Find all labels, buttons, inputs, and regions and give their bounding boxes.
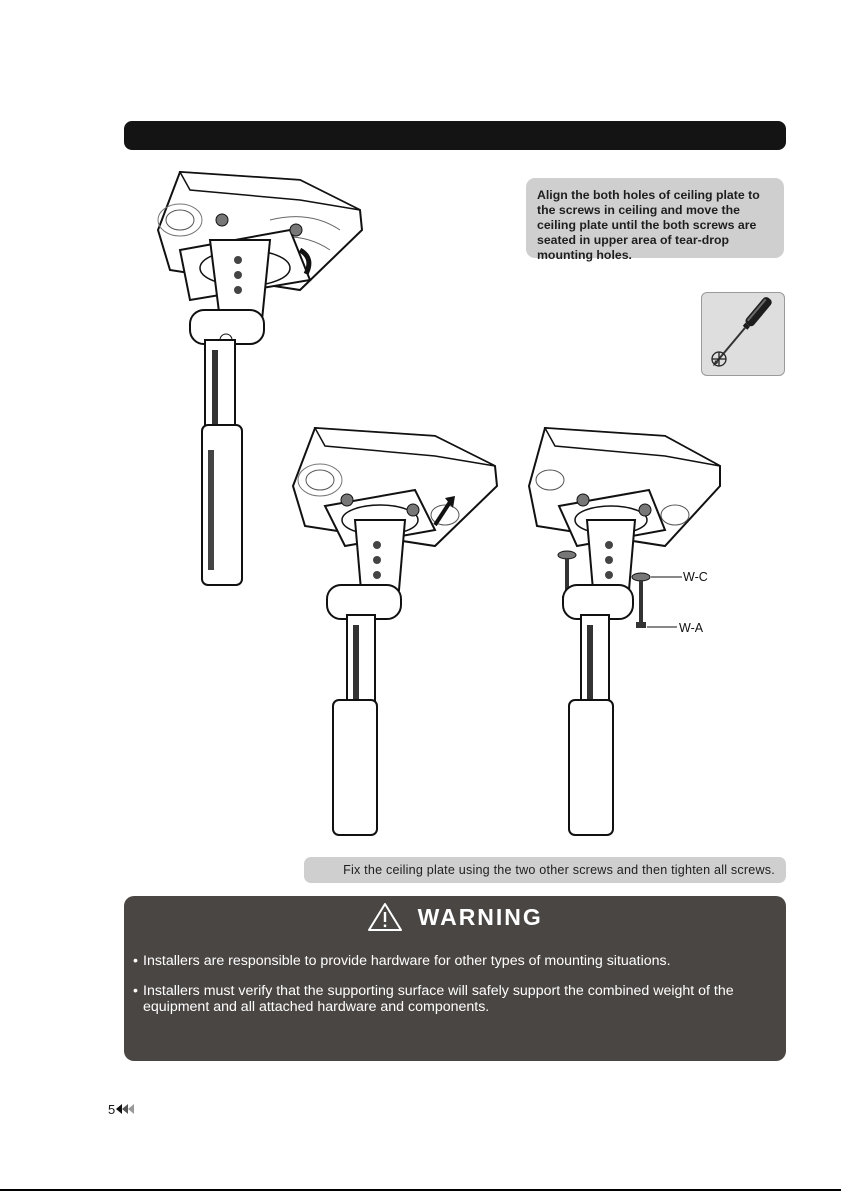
- phillips-screwdriver-icon: [702, 293, 786, 377]
- instruction-align-box: Align the both holes of ceiling plate to the screws in ceiling and move the ceiling plate until the both screws are seated in upper area of tear-drop mounting holes.: [526, 178, 784, 258]
- section-header-bar: [124, 121, 786, 150]
- warning-triangle-icon: [367, 902, 403, 932]
- bullet-marker: •: [133, 983, 138, 999]
- page-number: 5: [108, 1102, 116, 1117]
- ceiling-bracket-illustration-2: [285, 420, 505, 840]
- warning-item-text: Installers are responsible to provide hardware for other types of mounting situations.: [143, 953, 671, 969]
- instruction-fix-box: Fix the ceiling plate using the two other screws and then tighten all screws.: [304, 857, 786, 883]
- warning-box: [124, 896, 786, 1061]
- warning-header: [124, 902, 786, 936]
- bullet-marker: •: [133, 953, 138, 969]
- page-arrows-icon: [116, 1104, 138, 1114]
- callout-washer-label: W-C: [683, 570, 708, 584]
- tool-box: [701, 292, 785, 376]
- warning-item-text: Installers must verify that the supporting surface will safely support the combined weight of the: [143, 983, 734, 999]
- warning-item-text-continued: equipment and all attached hardware and components.: [143, 999, 490, 1015]
- warning-item: [133, 983, 783, 1015]
- warning-title: WARNING: [417, 903, 543, 930]
- callout-screw-label: W-A: [679, 621, 704, 635]
- warning-item: [133, 953, 783, 969]
